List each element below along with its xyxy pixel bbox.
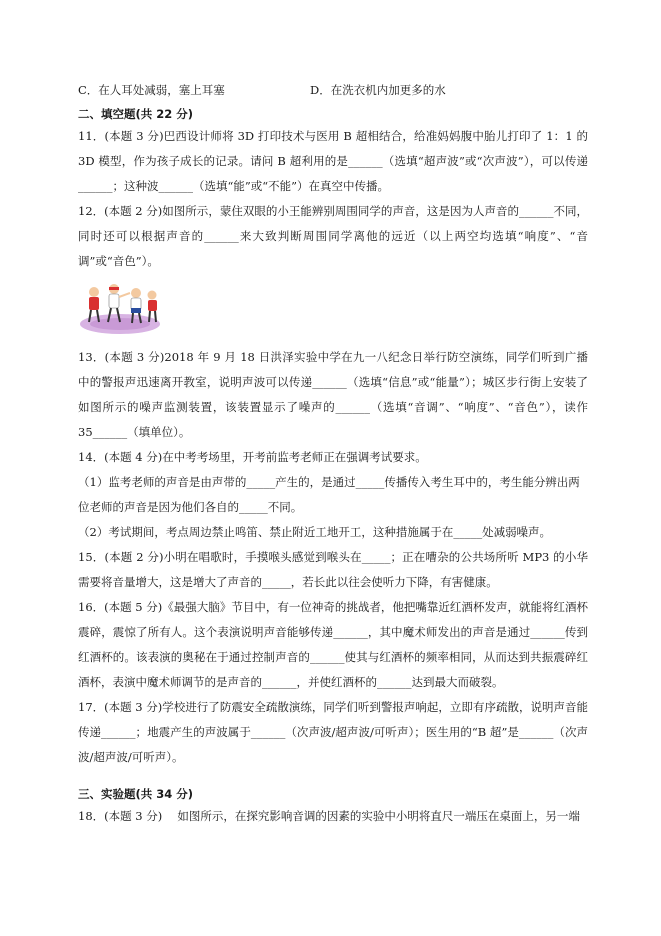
question-14-part-2: （2）考试期间，考点周边禁止鸣笛、禁止附近工地开工，这种措施属于在_____处减弱噪声。 bbox=[78, 525, 552, 539]
question-18: 18．(本题 3 分) 如图所示，在探究影响音调的因素的实验中小明将直尺一端压在桌面上，另一端 bbox=[78, 809, 580, 823]
section-3-title: 三、实验题(共 34 分) bbox=[78, 787, 194, 801]
question-17: 17．(本题 3 分)学校进行了防震安全疏散演练，同学们听到警报声响起，立即有序疏散，说明声音能传递______；地震产生的声波属于______（次声波/超声波/可听声）；医生用的“B 超”是______（次声波/超声波/可听声）。 bbox=[78, 700, 588, 764]
option-d: D．在洗衣机内加更多的水 bbox=[310, 83, 446, 97]
question-13: 13．(本题 3 分)2018 年 9 月 18 日洪泽实验中学在九一八纪念日举行防空演练，同学们听到广播中的警报声迅速离开教室，说明声波可以传递______（选填“信息”或“能量”）；城区步行街上安装了如图所示的噪声监测装置，该装置显示了噪声的______（选填“音调”、“响度”、“音色”），读作 35______（填单位）。 bbox=[78, 350, 588, 439]
question-15: 15．(本题 2 分)小明在唱歌时，手摸喉头感觉到喉头在_____；正在嘈杂的公共场所听 MP3 的小华需要将音量增大，这是增大了声音的_____，若长此以往会使听力下降，有害健康。 bbox=[78, 550, 588, 589]
option-c: C．在人耳处减弱，塞上耳塞 bbox=[78, 83, 225, 97]
exam-page bbox=[78, 80, 588, 829]
question-14: 14．(本题 4 分)在中考考场里，开考前监考老师正在强调考试要求。 bbox=[78, 450, 427, 464]
section-2-title: 二、填空题(共 22 分) bbox=[78, 107, 194, 121]
question-11: 11．(本题 3 分)巴西设计师将 3D 打印技术与医用 B 超相结合，给准妈妈腹中胎儿打印了 1：1 的 3D 模型，作为孩子成长的记录。请问 B 超利用的是______（选填“超声波”或“次声波”），可以传递______；这种波______（选填“能”或“不能”）在真空中传播。 bbox=[78, 129, 588, 193]
question-12: 12．(本题 2 分)如图所示，蒙住双眼的小王能辨别周围同学的声音，这是因为人声音的______不同，同时还可以根据声音的______来大致判断周围同学离他的远近（以上两空均选填“响度”、“音调”或“音色”）。 bbox=[78, 204, 588, 268]
blindfold-game-illustration bbox=[78, 278, 162, 336]
question-14-part-1: （1）监考老师的声音是由声带的_____产生的，是通过_____传播传入考生耳中的，考生能分辨出两位老师的声音是因为他们各自的_____不同。 bbox=[78, 475, 580, 514]
question-16: 16．(本题 5 分)《最强大脑》节目中，有一位神奇的挑战者，他把嘴靠近红酒杯发声，就能将红酒杯震碎，震惊了所有人。这个表演说明声音能够传递______，其中魔术师发出的声音是通过______传到红酒杯的。该表演的奥秘在于通过控制声音的______使其与红酒杯的频率相同，从而达到共振震碎红酒杯，表演中魔术师调节的是声音的______，并使红酒杯的______达到最大而破裂。 bbox=[78, 600, 588, 689]
options-row bbox=[78, 80, 588, 100]
